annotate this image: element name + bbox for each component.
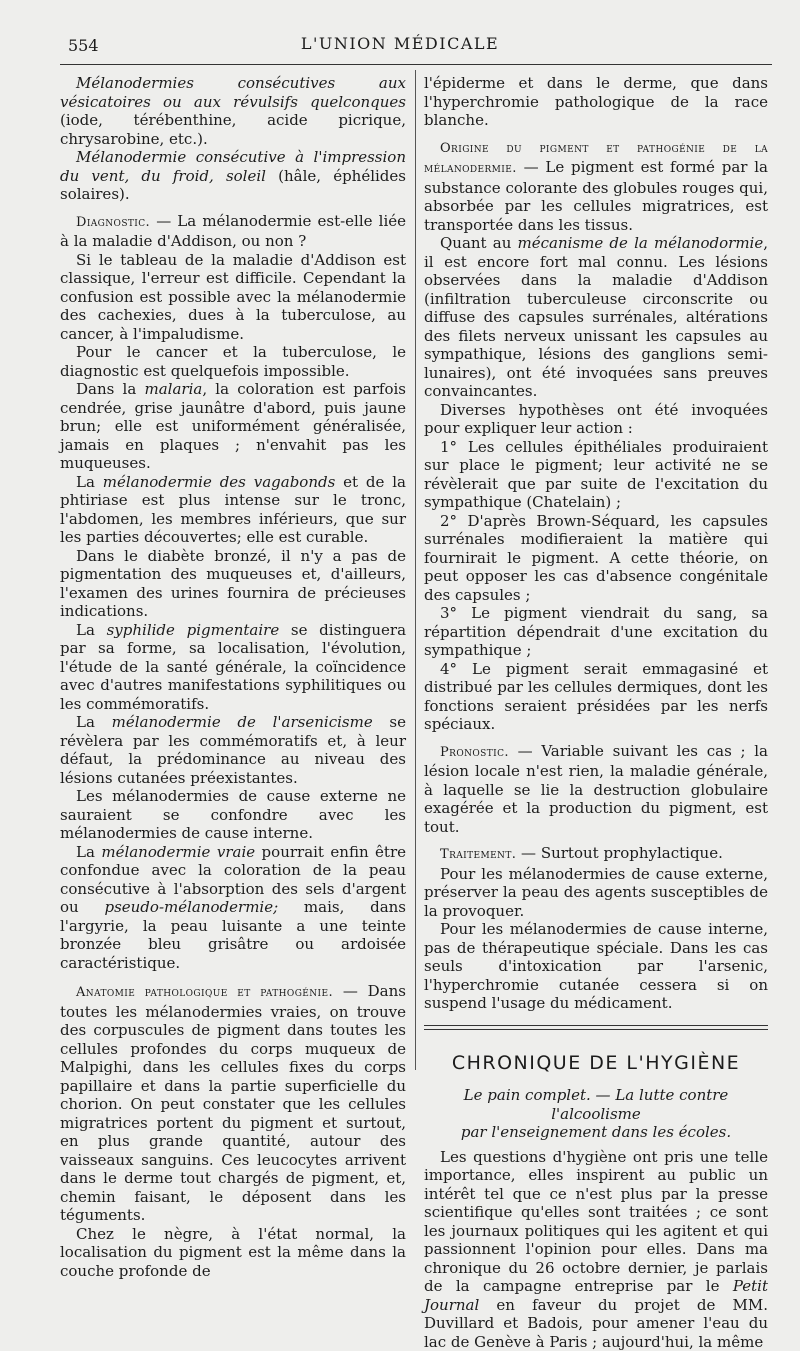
chronique-subtitle: Le pain complet. — La lutte contre l'alcoolisme par l'enseignement dans les écoles. [424, 1086, 768, 1142]
paragraph: Pour les mélanodermies de cause externe, préserver la peau des agents susceptibles de la provoquer. [424, 865, 768, 921]
page-number: 554 [68, 36, 99, 55]
paragraph: Les mélanodermies de cause externe ne sauraient se confondre avec les mélanodermies de cause interne. [60, 787, 406, 843]
paragraph: Pour les mélanodermies de cause interne, pas de thérapeutique spéciale. Dans les cas seuls d'intoxication par l'arsenic, l'hyperchromie cutanée cessera si on suspend l'usage du médicament. [424, 920, 768, 1013]
paragraph: l'épiderme et dans le derme, que dans l'hyperchromie pathologique de la race blanche. [424, 74, 768, 130]
paragraph: La mélanodermie de l'arsenicisme se révèlera par les commémoratifs et, à leur défaut, la prédominance au niveau des lésions cutanées préexistantes. [60, 713, 406, 787]
paragraph: Quant au mécanisme de la mélanodormie, il est encore fort mal connu. Les lésions observées dans la maladie d'Addison (infiltration tuberculeuse circonscrite ou diffuse des capsules surrénales, altérations des filets nerveux unissant les capsules au sympathique, lésions des ganglions semi-lunaires), ont été invoquées sans preuves convaincantes. [424, 234, 768, 401]
paragraph: Chez le nègre, à l'état normal, la localisation du pigment est la même dans la couche profonde de [60, 1225, 406, 1281]
paragraph: Les questions d'hygiène ont pris une telle importance, elles inspirent au public un intérêt tel que ce n'est plus par la presse scientifique qu'elles sont traitées ; ce sont les journaux politiques qui les agitent et qui passionnent l'opinion pour elles. Dans ma chronique du 26 octobre dernier, je parlais de la campagne entreprise par le Petit Journal en faveur du projet de MM. Duvillard et Badois, pour amener l'eau du lac de Genève à Paris ; aujourd'hui, la même [424, 1148, 768, 1351]
paragraph: Mélanodermies consécutives aux vésicatoires ou aux révulsifs quelconques (iode, térébenthine, acide picrique, chrysarobine, etc.). [60, 74, 406, 148]
section-double-rule [424, 1025, 768, 1030]
section-heading: Anatomie pathologique et pathogénie. [76, 985, 333, 1000]
section-heading: Traitement. [440, 847, 516, 862]
paragraph: La mélanodermie vraie pourrait enfin être confondue avec la coloration de la peau consécutive à l'absorption des sels d'argent ou pseudo-mélanodermie; mais, dans l'argyrie, la peau luisante a une teinte bronzée bleu grisâtre ou ardoisée caractéristique. [60, 843, 406, 973]
column-divider [415, 70, 416, 1070]
paragraph: Dans le diabète bronzé, il n'y a pas de pigmentation des muqueuses et, d'ailleurs, l'examen des urines fournira de précieuses indications. [60, 547, 406, 621]
paragraph: La mélanodermie des vagabonds et de la phtiriase est plus intense sur le tronc, l'abdomen, les membres inférieurs, que sur les parties découvertes; elle est curable. [60, 473, 406, 547]
paragraph: Mélanodermie consécutive à l'impression du vent, du froid, soleil (hâle, éphélides solaires). [60, 148, 406, 204]
left-column [60, 74, 406, 1280]
header-rule [60, 64, 772, 65]
journal-title: L'UNION MÉDICALE [0, 34, 800, 53]
paragraph: Pour le cancer et la tuberculose, le diagnostic est quelquefois impossible. [60, 343, 406, 380]
list-item: 3° Le pigment viendrait du sang, sa répartition dépendrait d'une excitation du sympathique ; [424, 604, 768, 660]
list-item: 2° D'après Brown-Séquard, les capsules surrénales modifieraient la matière qui fournirait le pigment. A cette théorie, on peut opposer les cas d'absence congénitale des capsules ; [424, 512, 768, 605]
paragraph: Dans la malaria, la coloration est parfois cendrée, grise jaunâtre d'abord, puis jaune brun; elle est uniformément généralisée, jamais en plaques ; n'envahit pas les muqueuses. [60, 380, 406, 473]
anatomy-paragraph: Anatomie pathologique et pathogénie. — Dans toutes les mélanodermies vraies, on trouve des corpuscules de pigment dans toutes les cellules profondes du corps muqueux de Malpighi, dans les cellules fixes du corps papillaire et dans la partie superficielle du chorion. On peut constater que les cellules migratrices portent du pigment et surtout, en plus grande quantité, autour des vaisseaux sanguins. Ces leucocytes arrivent dans le derme tout chargés de pigment, et, chemin faisant, le déposent dans les téguments. [60, 982, 406, 1225]
section-heading: Diagnostic. [76, 215, 150, 230]
prognosis-paragraph: Pronostic. — Variable suivant les cas ; la lésion locale n'est rien, la maladie générale, à laquelle se lie la destruction globulaire exagérée et la production du pigment, est tout. [424, 742, 768, 837]
diagnostic-paragraph: Diagnostic. — La mélanodermie est-elle liée à la maladie d'Addison, ou non ? [60, 212, 406, 251]
chronique-title: CHRONIQUE DE L'HYGIÈNE [424, 1054, 768, 1073]
treatment-paragraph: Traitement. — Surtout prophylactique. [424, 844, 768, 865]
right-column [424, 74, 768, 1351]
list-item: 4° Le pigment serait emmagasiné et distribué par les cellules dermiques, dont les fonctions seraient présidées par les nerfs spéciaux. [424, 660, 768, 734]
section-heading: Origine du pigment et pathogénie de la mélanodermie. [424, 141, 768, 177]
section-heading: Pronostic. [440, 745, 509, 760]
paragraph: Diverses hypothèses ont été invoquées pour expliquer leur action : [424, 401, 768, 438]
paragraph: La syphilide pigmentaire se distinguera par sa forme, sa localisation, l'évolution, l'étude de la santé générale, la coïncidence avec d'autres manifestations syphilitiques ou les commémoratifs. [60, 621, 406, 714]
paragraph: Si le tableau de la maladie d'Addison est classique, l'erreur est difficile. Cependant la confusion est possible avec la mélanodermie des cachexies, dues à la tuberculose, au cancer, à l'impaludisme. [60, 251, 406, 344]
origin-paragraph: Origine du pigment et pathogénie de la mélanodermie. — Le pigment est formé par la substance colorante des globules rouges qui, absorbée par les cellules migratrices, est transportée dans les tissus. [424, 138, 768, 235]
list-item: 1° Les cellules épithéliales produiraient sur place le pigment; leur activité ne se révèlerait que par suite de l'excitation du sympathique (Chatelain) ; [424, 438, 768, 512]
